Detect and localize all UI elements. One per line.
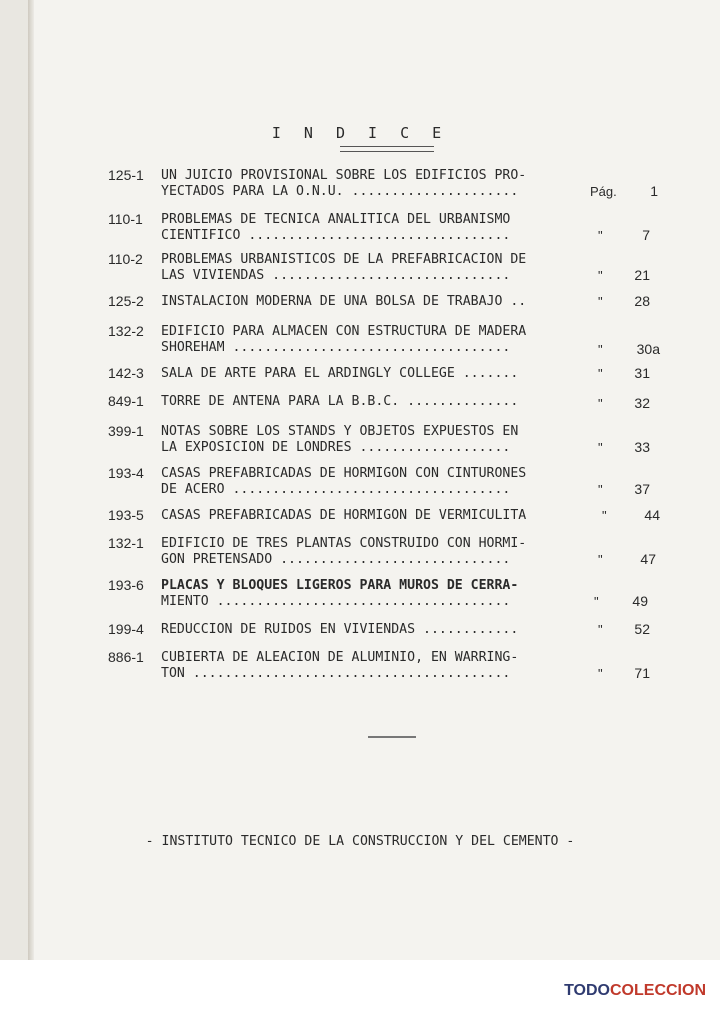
ditto-mark: " bbox=[602, 508, 607, 523]
entry-line: CASAS PREFABRICADAS DE HORMIGON CON CINTURONES bbox=[161, 466, 527, 481]
entry-code: 110-2 bbox=[108, 251, 143, 267]
section-divider bbox=[368, 736, 416, 738]
ditto-mark: " bbox=[594, 594, 599, 609]
entry-line: DE ACERO ................................... bbox=[161, 482, 511, 497]
entry-line: TORRE DE ANTENA PARA LA B.B.C. .............. bbox=[161, 394, 519, 409]
entry-line: TON ........................................ bbox=[161, 666, 511, 681]
page-number: 47 bbox=[640, 551, 656, 567]
entry-line: SALA DE ARTE PARA EL ARDINGLY COLLEGE ....... bbox=[161, 366, 519, 381]
entry-line: CASAS PREFABRICADAS DE HORMIGON DE VERMICULITA bbox=[161, 508, 527, 523]
entry-line: UN JUICIO PROVISIONAL SOBRE LOS EDIFICIOS PRO- bbox=[161, 168, 527, 183]
page-number: 7 bbox=[642, 227, 650, 243]
page-number: 32 bbox=[634, 395, 650, 411]
entry-code: 193-6 bbox=[108, 577, 144, 593]
page-number: 37 bbox=[634, 481, 650, 497]
ditto-mark: " bbox=[598, 666, 603, 681]
entry-code: 193-5 bbox=[108, 507, 144, 523]
page-number: 33 bbox=[634, 439, 650, 455]
watermark-logo bbox=[564, 982, 706, 1000]
ditto-mark: " bbox=[598, 440, 603, 455]
page-number: 30a bbox=[636, 341, 660, 357]
entry-line: PLACAS Y BLOQUES LIGEROS PARA MUROS DE CERRA- bbox=[161, 578, 519, 593]
entry-code: 199-4 bbox=[108, 621, 144, 637]
entry-line: CIENTIFICO ................................. bbox=[161, 228, 511, 243]
ditto-mark: " bbox=[598, 294, 603, 309]
entry-line: PROBLEMAS URBANISTICOS DE LA PREFABRICACION DE bbox=[161, 252, 527, 267]
watermark-domain: COLECCION bbox=[610, 982, 706, 999]
entry-code: 110-1 bbox=[108, 211, 143, 227]
page-number: 31 bbox=[634, 365, 650, 381]
entry-line: LA EXPOSICION DE LONDRES ................... bbox=[161, 440, 511, 455]
page-number: 1 bbox=[650, 183, 658, 199]
entry-code: 125-2 bbox=[108, 293, 144, 309]
page-label: Pág. bbox=[590, 184, 617, 199]
ditto-mark: " bbox=[598, 622, 603, 637]
entry-line: EDIFICIO PARA ALMACEN CON ESTRUCTURA DE MADERA bbox=[161, 324, 527, 339]
page-number: 44 bbox=[644, 507, 660, 523]
entry-code: 849-1 bbox=[108, 393, 144, 409]
entry-line: NOTAS SOBRE LOS STANDS Y OBJETOS EXPUESTOS EN bbox=[161, 424, 519, 439]
entry-line: EDIFICIO DE TRES PLANTAS CONSTRUIDO CON HORMI- bbox=[161, 536, 527, 551]
page-number: 49 bbox=[632, 593, 648, 609]
entry-line: GON PRETENSADO ............................. bbox=[161, 552, 511, 567]
entry-line: SHOREHAM ................................... bbox=[161, 340, 511, 355]
entry-line: YECTADOS PARA LA O.N.U. ..................... bbox=[161, 184, 519, 199]
entry-code: 142-3 bbox=[108, 365, 144, 381]
entry-line: LAS VIVIENDAS .............................. bbox=[161, 268, 511, 283]
entry-code: 886-1 bbox=[108, 649, 144, 665]
page-number: 28 bbox=[634, 293, 650, 309]
ditto-mark: " bbox=[598, 268, 603, 283]
entry-line: INSTALACION MODERNA DE UNA BOLSA DE TRABAJO .. bbox=[161, 294, 527, 309]
entry-line: REDUCCION DE RUIDOS EN VIVIENDAS ............ bbox=[161, 622, 519, 637]
entry-code: 193-4 bbox=[108, 465, 144, 481]
ditto-mark: " bbox=[598, 366, 603, 381]
ditto-mark: " bbox=[598, 396, 603, 411]
page-number: 21 bbox=[634, 267, 650, 283]
ditto-mark: " bbox=[598, 552, 603, 567]
entry-code: 132-1 bbox=[108, 535, 144, 551]
entry-code: 399-1 bbox=[108, 423, 144, 439]
entry-line: PROBLEMAS DE TECNICA ANALITICA DEL URBANISMO bbox=[161, 212, 511, 227]
page-number: 71 bbox=[634, 665, 650, 681]
entry-code: 132-2 bbox=[108, 323, 144, 339]
page-number: 52 bbox=[634, 621, 650, 637]
entry-line: MIENTO ..................................... bbox=[161, 594, 511, 609]
entry-code: 125-1 bbox=[108, 167, 144, 183]
index-title: I N D I C E bbox=[271, 124, 449, 142]
entry-line: CUBIERTA DE ALEACION DE ALUMINIO, EN WARRING- bbox=[161, 650, 519, 665]
footer-institution: - INSTITUTO TECNICO DE LA CONSTRUCCION Y DEL CEMENTO - bbox=[145, 834, 575, 849]
ditto-mark: " bbox=[598, 342, 603, 357]
ditto-mark: " bbox=[598, 482, 603, 497]
ditto-mark: " bbox=[598, 228, 603, 243]
watermark-brand: TODO bbox=[564, 982, 610, 999]
